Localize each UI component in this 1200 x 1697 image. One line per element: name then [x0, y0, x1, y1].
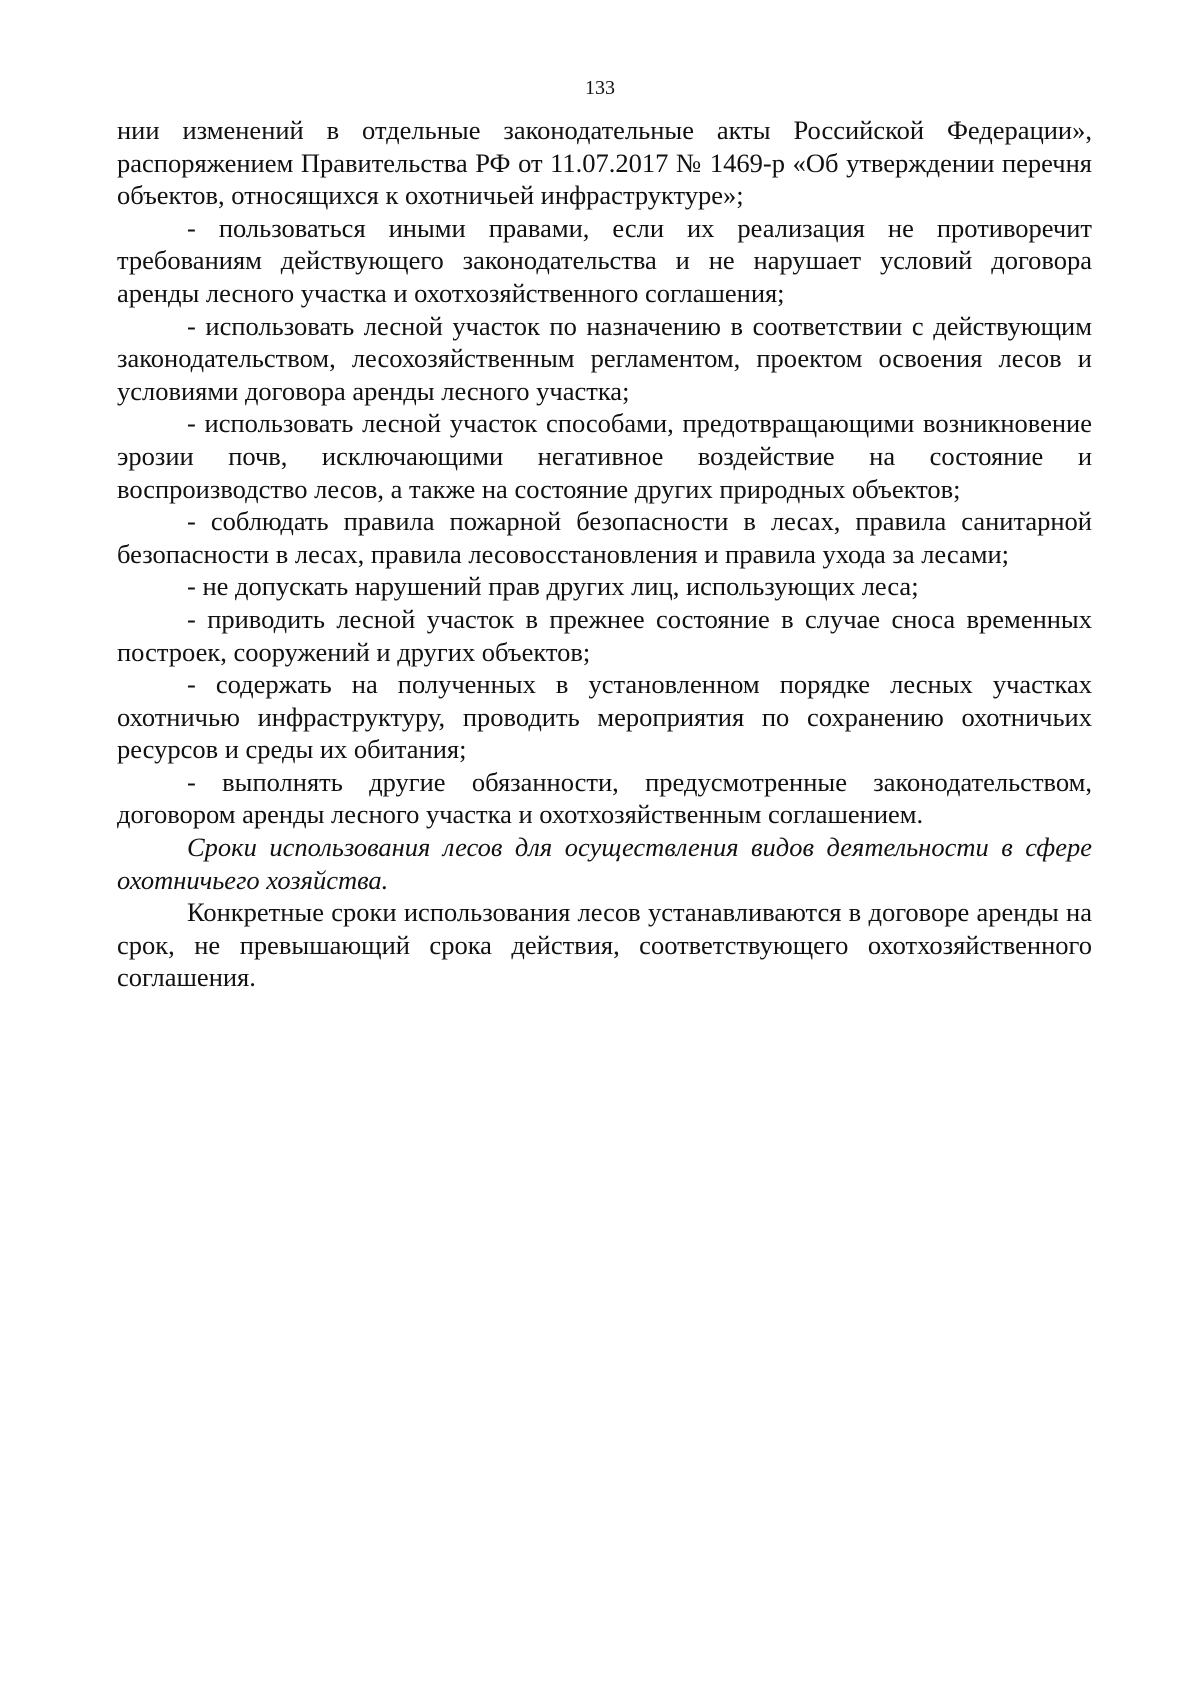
list-item-hunting-infrastructure: - содержать на полученных в установленном порядке лесных участках охотничью инфраструктуру, проводить мероприятия по сохранению охотничьих ресурсов и среды их обитания; [117, 669, 1092, 765]
list-item-rights-other: - пользоваться иными правами, если их реализация не противоречит требованиям действующего законодательства и не нарушает условий договора аренды лесного участка и охотхозяйственного соглашения; [117, 212, 1092, 308]
list-item-use-by-purpose: - использовать лесной участок по назначению в соответствии с действующим законодательством, лесохозяйственным регламентом, проектом освоения лесов и условиями договора аренды лесного участка; [117, 310, 1092, 406]
list-item-other-duties: - выполнять другие обязанности, предусмотренные законодательством, договором аренды лесного участка и охотхозяйственным соглашением. [117, 766, 1092, 830]
section-heading-terms: Сроки использования лесов для осуществления видов деятельности в сфере охотничьего хозяйства. [117, 832, 1092, 895]
document-body [117, 114, 1092, 994]
list-item-restore-site: - приводить лесной участок в прежнее состояние в случае сноса временных построек, сооружений и других объектов; [117, 603, 1092, 667]
list-item-use-methods: - использовать лесной участок способами, предотвращающими возникновение эрозии почв, исключающими негативное воздействие на состояние и воспроизводство лесов, а также на состояние других природных объектов; [117, 408, 1092, 504]
list-item-safety-rules: - соблюдать правила пожарной безопасности в лесах, правила санитарной безопасности в лесах, правила лесовосстановления и правила ухода за лесами; [117, 506, 1092, 569]
page-number: 133 [585, 77, 615, 99]
list-item-no-violations: - не допускать нарушений прав других лиц, использующих леса; [187, 571, 919, 602]
paragraph-terms: Конкретные сроки использования лесов устанавливаются в договоре аренды на срок, не превышающий срока действия, соответствующего охотхозяйственного соглашения. [117, 897, 1092, 993]
paragraph-continuation: нии изменений в отдельные законодательные акты Российской Федерации», распоряжением Правительства РФ от 11.07.2017 № 1469-р «Об утверждении перечня объектов, относящихся к охотничьей инфраструктуре»; [117, 115, 1092, 211]
